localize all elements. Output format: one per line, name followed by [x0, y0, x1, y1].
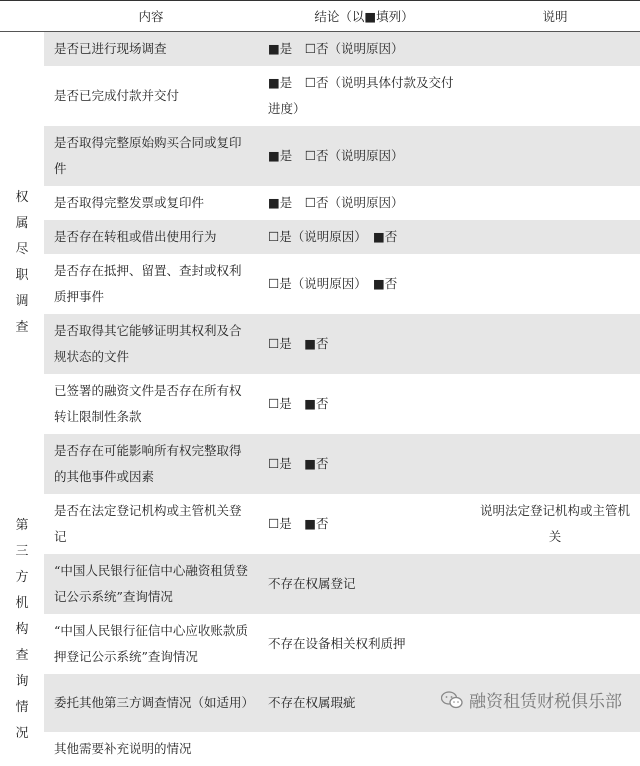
- row-note: [470, 374, 640, 434]
- row-note: [470, 32, 640, 67]
- row-note: [470, 314, 640, 374]
- row-result: ■是 ☐否（说明原因）: [258, 126, 470, 186]
- row-note: [470, 254, 640, 314]
- table-row: [0, 374, 640, 434]
- table-row: [0, 126, 640, 186]
- row-note: [470, 434, 640, 494]
- table-row: [0, 554, 640, 614]
- row-note: [470, 732, 640, 766]
- row-content: 是否已进行现场调查: [44, 32, 258, 67]
- row-result: ☐是 ■否: [258, 314, 470, 374]
- row-result: ☐是 ■否: [268, 396, 329, 411]
- row-result: 不存在权属瑕疵: [258, 674, 470, 732]
- row-result: ■是 ☐否（说明原因）: [258, 32, 470, 67]
- row-note: [470, 66, 640, 126]
- row-content: 是否在法定登记机构或主管机关登记: [54, 503, 242, 544]
- row-content: “中国人民银行征信中心融资租赁登记公示系统”查询情况: [44, 554, 258, 614]
- table-row: [0, 220, 640, 254]
- row-note: 说明法定登记机构或主管机关: [479, 503, 630, 544]
- table-row: [0, 314, 640, 374]
- header-row: [0, 1, 640, 32]
- row-result: ■是 ☐否（说明具体付款及交付进度）: [268, 75, 454, 116]
- row-content: 是否取得完整原始购买合同或复印件: [44, 126, 258, 186]
- row-content: 是否存在抵押、留置、查封或权利质押事件: [54, 263, 242, 304]
- row-content: 是否取得完整发票或复印件: [54, 195, 205, 210]
- watermark-text: 融资租赁财税俱乐部: [469, 692, 622, 712]
- header-note: 说明: [470, 1, 640, 32]
- row-content: 委托其他第三方调查情况（如适用）: [44, 674, 258, 732]
- row-content: 是否存在转租或借出使用行为: [44, 220, 258, 254]
- table-row: [0, 434, 640, 494]
- table-row: [0, 494, 640, 554]
- row-result: 不存在设备相关权利质押: [268, 636, 406, 651]
- group-label-third-party: 第三方机构查询情况: [0, 494, 44, 766]
- row-note: [470, 220, 640, 254]
- table-row: [0, 186, 640, 220]
- row-content: “中国人民银行征信中心应收账款质押登记公示系统”查询情况: [54, 623, 248, 664]
- table-row: [0, 32, 640, 67]
- row-result: ☐是 ■否: [268, 516, 329, 531]
- row-result: ■是 ☐否（说明原因）: [268, 195, 404, 210]
- row-result: ☐是（说明原因） ■否: [258, 220, 470, 254]
- row-note: [470, 126, 640, 186]
- table-row: [0, 254, 640, 314]
- row-result: ☐是（说明原因） ■否: [268, 276, 398, 291]
- row-note: [470, 614, 640, 674]
- row-content: 是否已完成付款并交付: [54, 88, 180, 103]
- watermark: [441, 687, 622, 712]
- row-content: 其他需要补充说明的情况: [54, 741, 192, 756]
- table-row: [0, 614, 640, 674]
- row-note: [470, 554, 640, 614]
- row-result: [258, 732, 470, 766]
- header-group-blank: [0, 1, 44, 32]
- wechat-icon: [441, 691, 463, 709]
- row-result: ☐是 ■否: [258, 434, 470, 494]
- row-content: 是否取得其它能够证明其权利及合规状态的文件: [44, 314, 258, 374]
- header-content: 内容: [44, 1, 258, 32]
- row-content: 是否存在可能影响所有权完整取得的其他事件或因素: [44, 434, 258, 494]
- header-result: 结论（以■填列）: [258, 1, 470, 32]
- table-row: [0, 66, 640, 126]
- row-content: 已签署的融资文件是否存在所有权转让限制性条款: [54, 383, 242, 424]
- row-note: [470, 186, 640, 220]
- group-label-ownership: 权属尽职调查: [0, 32, 44, 495]
- table-row: [0, 732, 640, 766]
- row-result: 不存在权属登记: [258, 554, 470, 614]
